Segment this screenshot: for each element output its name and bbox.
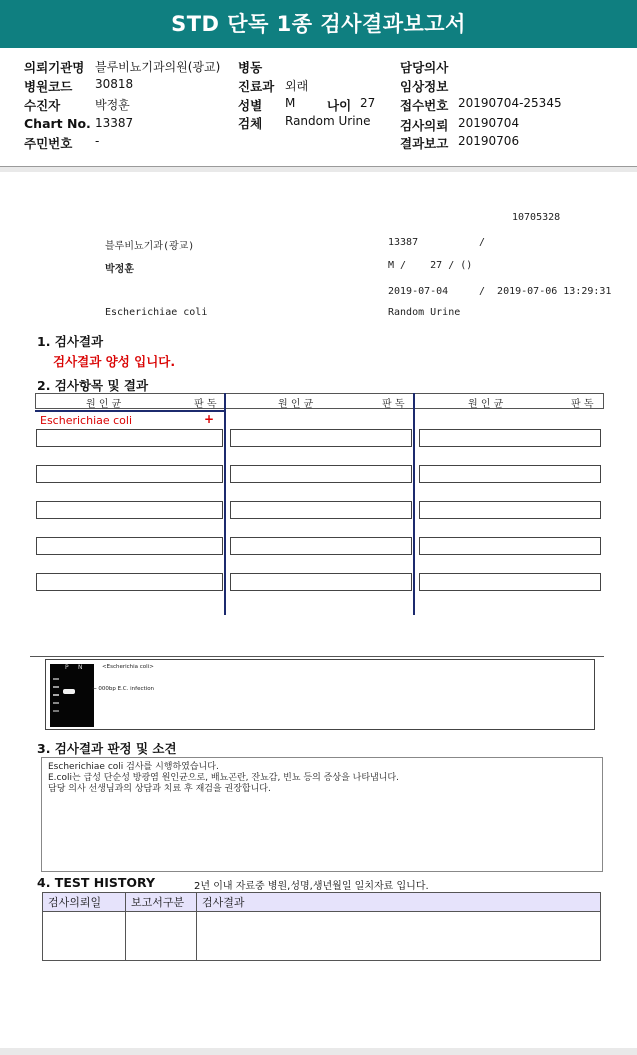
specimen-label: 검체 xyxy=(238,116,263,131)
result-slot xyxy=(419,573,601,591)
request-date: 2019-07-04 xyxy=(388,286,449,297)
age-label: 나이 xyxy=(327,98,352,113)
ladder-band xyxy=(53,678,59,680)
opinion-line-3: 담당 의사 선생님과의 상담과 치료 후 재검을 권장합니다. xyxy=(48,784,271,794)
patient-name: 박정훈 xyxy=(105,264,134,275)
col-judge-1: 판 독 xyxy=(194,399,217,410)
request-label: 검사의뢰 xyxy=(400,118,449,133)
history-col-report-type: 보고서구분 xyxy=(126,893,197,912)
col-pathogen-3: 원 인 균 xyxy=(468,399,504,410)
opinion-text xyxy=(48,762,399,795)
column-divider xyxy=(413,393,415,615)
sex-age: M / 27 / () xyxy=(388,260,473,271)
gel-panel xyxy=(45,659,595,730)
gel-image xyxy=(50,664,94,727)
ladder-band xyxy=(53,702,59,704)
report-date-value: 20190706 xyxy=(458,134,520,148)
col-pathogen-1: 원 인 균 xyxy=(86,399,122,410)
result-slot xyxy=(36,465,223,483)
id-value: - xyxy=(95,134,100,148)
result-item-organism: Escherichiae coli xyxy=(40,414,133,427)
positive-band xyxy=(63,689,75,694)
history-row xyxy=(43,912,601,961)
result-slot xyxy=(36,537,223,555)
ward-label: 병동 xyxy=(238,60,263,75)
organism-name: Escherichiae coli xyxy=(105,307,208,318)
col-judge-2: 판 독 xyxy=(382,399,405,410)
clinic-name: 블루비뇨기과(광교) xyxy=(105,241,195,252)
clinical-label: 임상정보 xyxy=(400,79,449,94)
column-divider xyxy=(224,393,226,615)
gel-band-label: ← 000bp E.C. infection xyxy=(92,686,155,692)
result-slot xyxy=(36,429,223,447)
section4-title: 4. TEST HISTORY xyxy=(37,875,156,890)
history-table xyxy=(42,892,601,961)
opinion-line-2: E.coli는 급성 단순성 방광염 원인균으로, 배뇨곤란, 잔뇨감, 빈뇨 등의 증상을 나타냅니다. xyxy=(48,773,399,783)
divider-line xyxy=(30,656,604,657)
doc-number: 10705328 xyxy=(512,212,561,223)
ladder-band xyxy=(53,694,59,696)
patient-info-panel xyxy=(0,48,637,167)
patient-label: 수진자 xyxy=(24,98,61,113)
results-header-row xyxy=(35,393,604,409)
gel-caption: <Escherichia coli> xyxy=(102,664,154,670)
chart-number: 13387 xyxy=(388,237,419,248)
lane-p-label: P xyxy=(65,664,69,671)
opinion-line-1: Escherichiae coli 검사를 시행하였습니다. xyxy=(48,762,219,772)
result-slot xyxy=(230,537,412,555)
section4-note: 2년 이내 자료중 병원,성명,생년월일 일치자료 입니다. xyxy=(194,881,429,892)
sex-label: 성별 xyxy=(238,98,263,113)
result-slot xyxy=(230,465,412,483)
ladder-band xyxy=(53,686,59,688)
result-slot xyxy=(230,573,412,591)
result-slot xyxy=(36,573,223,591)
report-title: STD 단독 1종 검사결과보고서 xyxy=(0,0,637,48)
history-col-result: 검사결과 xyxy=(197,893,601,912)
report-sheet xyxy=(0,172,637,1048)
hosp-code-value: 30818 xyxy=(95,77,134,91)
chart-label: Chart No. xyxy=(24,116,91,131)
result-slot xyxy=(419,465,601,483)
section3-title: 3. 검사결과 판정 및 소견 xyxy=(37,741,177,756)
specimen-value: Random Urine xyxy=(285,114,371,128)
patient-value: 박정훈 xyxy=(95,98,130,112)
doctor-label: 담당의사 xyxy=(400,60,449,75)
age-value: 27 xyxy=(360,96,376,110)
chart-value: 13387 xyxy=(95,116,134,130)
sex-value: M xyxy=(285,96,296,110)
id-label: 주민번호 xyxy=(24,136,73,151)
result-slot xyxy=(419,429,601,447)
history-col-request-date: 검사의뢰일 xyxy=(43,893,126,912)
lane-n-label: N xyxy=(78,664,83,671)
receipt-value: 20190704-25345 xyxy=(458,96,562,110)
request-value: 20190704 xyxy=(458,116,520,130)
report-datetime: / 2019-07-06 13:29:31 xyxy=(479,286,612,297)
ladder-band xyxy=(53,710,59,712)
org-value: 블루비뇨기과의원(광교) xyxy=(95,60,221,74)
dept-value: 외래 xyxy=(285,79,309,93)
specimen-name: Random Urine xyxy=(388,307,461,318)
result-slot xyxy=(419,501,601,519)
org-label: 의뢰기관명 xyxy=(24,60,85,75)
report-date-label: 결과보고 xyxy=(400,136,449,151)
col-pathogen-2: 원 인 균 xyxy=(278,399,314,410)
receipt-label: 접수번호 xyxy=(400,98,449,113)
dept-label: 진료과 xyxy=(238,79,275,94)
col-judge-3: 판 독 xyxy=(571,399,594,410)
first-row-underline xyxy=(35,410,225,412)
section1-result: 검사결과 양성 입니다. xyxy=(53,354,176,369)
hosp-code-label: 병원코드 xyxy=(24,79,73,94)
separator: / xyxy=(479,237,486,248)
result-slot xyxy=(36,501,223,519)
opinion-box xyxy=(41,757,603,872)
result-slot xyxy=(230,501,412,519)
result-item-mark: + xyxy=(204,412,215,426)
result-slot xyxy=(419,537,601,555)
section2-title: 2. 검사항목 및 결과 xyxy=(37,378,149,393)
result-slot xyxy=(230,429,412,447)
section1-title: 1. 검사결과 xyxy=(37,334,104,349)
